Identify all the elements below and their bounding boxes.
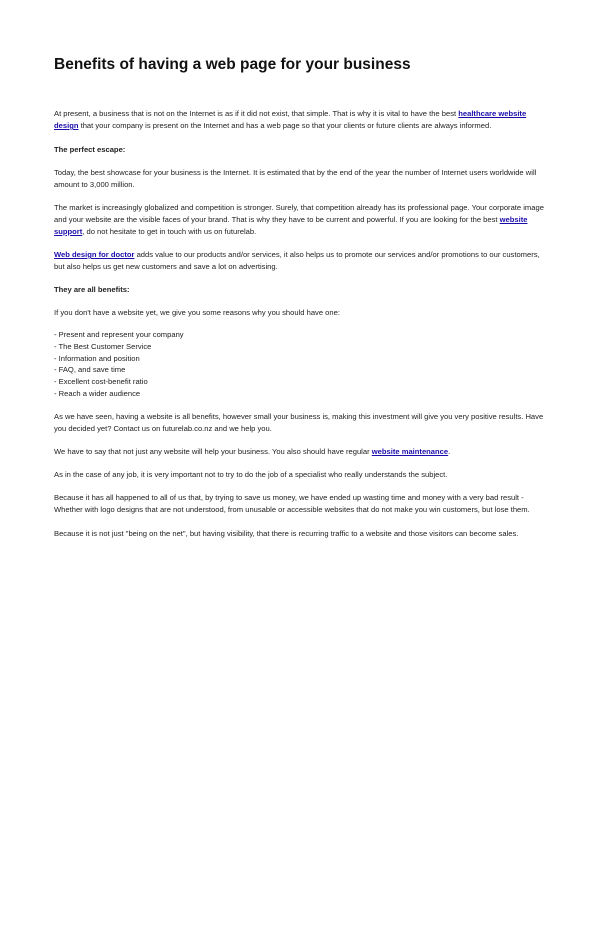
web-design-for-doctor-link[interactable]: Web design for doctor [54,250,135,259]
benefits-list [54,329,550,400]
intro-paragraph [54,108,550,132]
maintenance-text-after: . [448,447,451,456]
market-paragraph [54,202,550,238]
specialist-paragraph: As in the case of any job, it is very important not to try to do the job of a specialist who really understands the subject. [54,470,448,479]
list-item: - Excellent cost-benefit ratio [54,377,148,387]
logo-paragraph: Because it has all happened to all of us that, by trying to save us money, we have ended up wasting time and money with a very bad result - Whether with logo designs that are not understood, from unusable or accessible websites that do not make you win customers, but lose them. [54,493,530,514]
market-text-after: , do not hesitate to get in touch with us on futurelab. [82,227,257,236]
maintenance-text-before: We have to say that not just any website will help your business. You also should have regular [54,447,372,456]
showcase-paragraph: Today, the best showcase for your business is the Internet. It is estimated that by the end of the year the number of Internet users worldwide will amount to 3,000 million. [54,168,537,189]
page-title: Benefits of having a web page for your business [54,56,411,73]
reasons-paragraph: If you don't have a website yet, we give you some reasons why you should have one: [54,308,340,317]
benefits-list-container [54,329,550,400]
market-text-before: The market is increasingly globalized and competition is stronger. Surely, that competition already has its professional page. Your corporate image and your website are the visible faces of your brand. That is why they have to be current and powerful. If you are looking for the best [54,203,544,224]
doctor-paragraph [54,249,550,273]
intro-text-after: that your company is present on the Internet and has a web page so that your clients or future clients are always informed. [78,121,492,130]
doctor-text-after: adds value to our products and/or services, it also helps us to promote our services and/or promotions to our customers, but also helps us get new customers and save a lot on advertising. [54,250,540,271]
list-item: - Information and position [54,353,140,363]
list-item: - Reach a wider audience [54,388,141,398]
healthcare-website-design-link[interactable]: healthcare website design [54,109,527,130]
list-item: - The Best Customer Service [54,341,152,351]
website-maintenance-link[interactable]: website maintenance [371,447,449,456]
website-support-link[interactable]: website support [54,215,528,236]
list-item: - Present and represent your company [54,330,184,339]
visibility-paragraph: Because it is not just "being on the net", but having visibility, that there is recurring traffic to a website and those visitors can become sales. [54,529,519,538]
intro-text-before: At present, a business that is not on the Internet is as if it did not exist, that simple. That is why it is vital to have the best [54,109,459,118]
heading-perfect-escape: The perfect escape: [54,145,126,154]
maintenance-paragraph [54,446,550,458]
list-item: - FAQ, and save time [54,365,126,375]
seen-paragraph: As we have seen, having a website is all benefits, however small your business is, making this investment will give you very positive results. Have you decided yet? Contact us on futurelab.co.nz and we help you. [54,412,544,433]
heading-all-benefits: They are all benefits: [54,285,130,294]
